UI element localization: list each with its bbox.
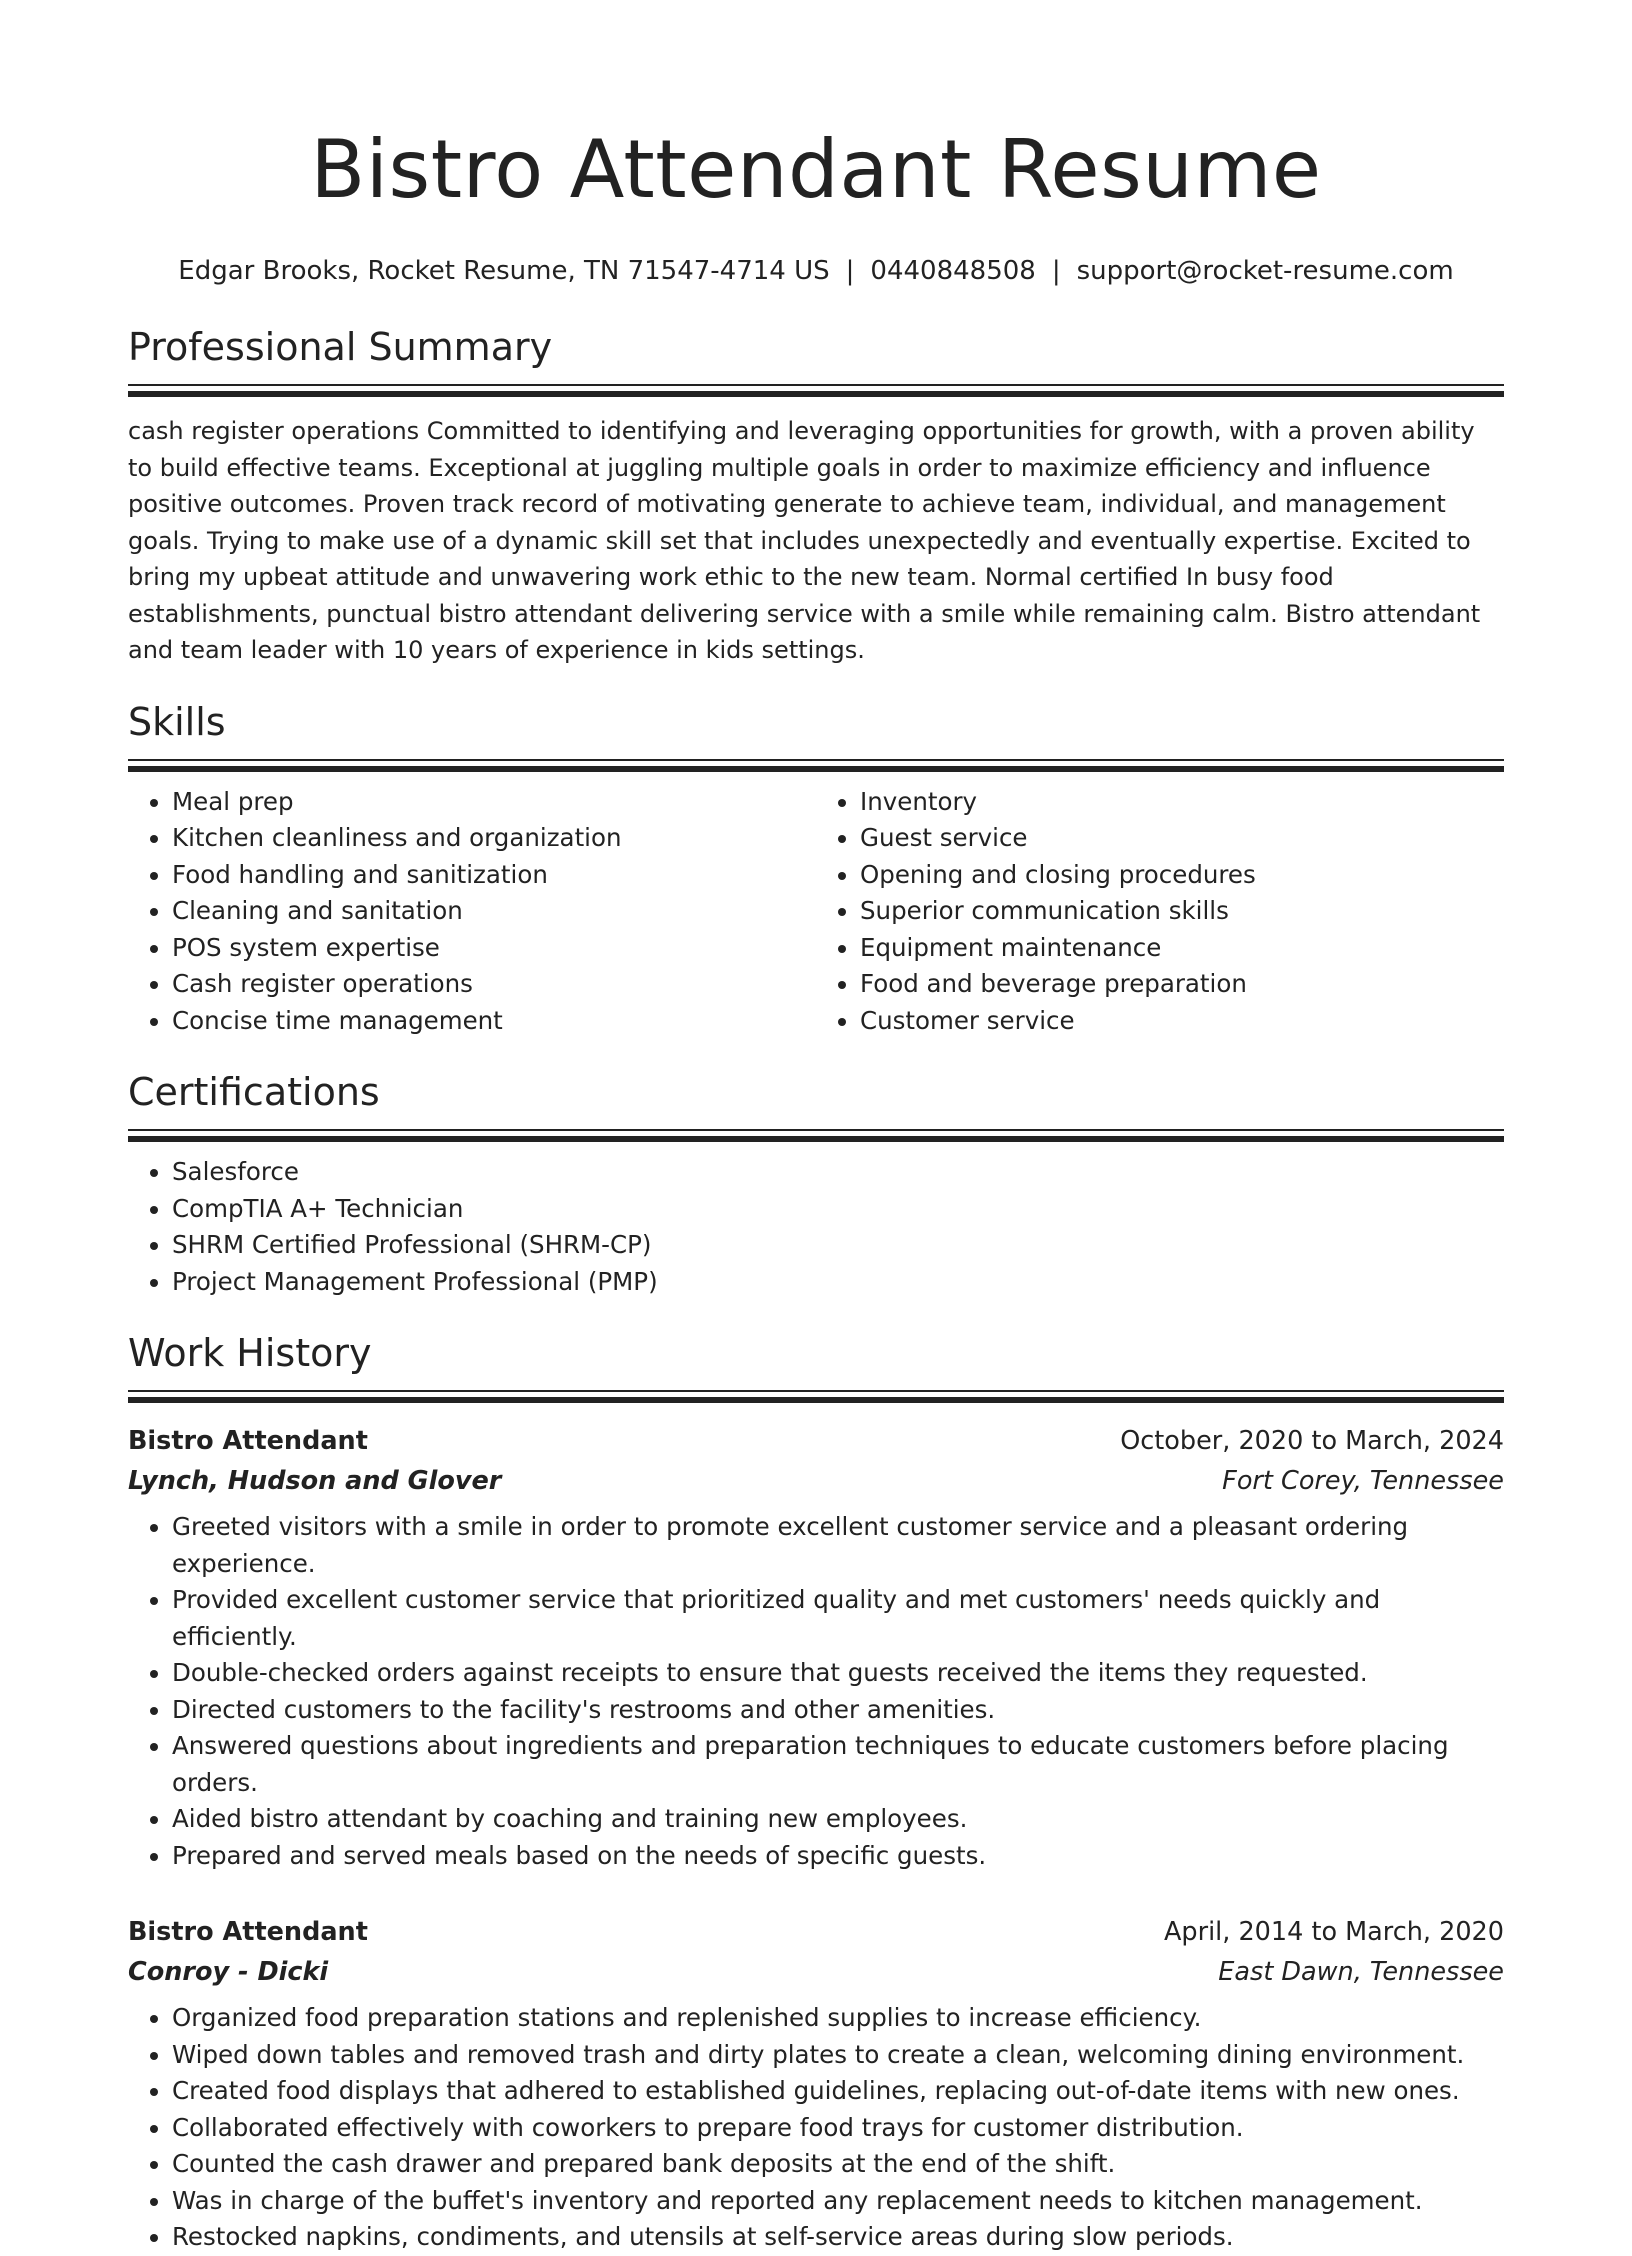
job-subheader-row [128, 1461, 1504, 1501]
job-location: East Dawn, Tennessee [1218, 1957, 1504, 1987]
skill-item: • Cleaning and sanitation [172, 893, 816, 930]
work-history-section [128, 1330, 1504, 2256]
contact-address: Edgar Brooks, Rocket Resume, TN 71547-4714 US [178, 256, 830, 286]
certification-item: • SHRM Certified Professional (SHRM-CP) [172, 1227, 1504, 1264]
contact-phone: 0440848508 [870, 256, 1036, 286]
skills-heading: Skills [128, 699, 226, 744]
job-dates: April, 2014 to March, 2020 [1163, 1917, 1504, 1947]
certifications-section [128, 1069, 1504, 1300]
certification-item: • CompTIA A+ Technician [172, 1191, 1504, 1228]
job-location: Fort Corey, Tennessee [1222, 1466, 1504, 1496]
contact-line [128, 254, 1504, 288]
section-divider [128, 1129, 1504, 1142]
job-dates: October, 2020 to March, 2024 [1120, 1426, 1504, 1456]
skill-item: • Equipment maintenance [860, 930, 1504, 967]
skills-list-left [128, 784, 816, 1040]
skill-item: • Cash register operations [172, 966, 816, 1003]
section-divider [128, 1390, 1504, 1403]
job-bullet: • Provided excellent customer service that prioritized quality and met customers' needs quickly and efficiently. [172, 1582, 1504, 1655]
job-bullet: • Created food displays that adhered to established guidelines, replacing out-of-date items with new ones. [172, 2073, 1504, 2110]
work-history-heading: Work History [128, 1331, 372, 1375]
job-header-row [128, 1912, 1504, 1952]
job-title: Bistro Attendant [128, 1917, 368, 1947]
job-bullet: • Was in charge of the buffet's inventory and reported any replacement needs to kitchen management. [172, 2183, 1504, 2220]
contact-email[interactable]: support@rocket-resume.com [1076, 256, 1454, 286]
skill-item: • Food handling and sanitization [172, 857, 816, 894]
job-subheader-row [128, 1952, 1504, 1992]
job-bullet: • Counted the cash drawer and prepared bank deposits at the end of the shift. [172, 2146, 1504, 2183]
job-bullet: • Aided bistro attendant by coaching and training new employees. [172, 1801, 1504, 1838]
summary-text: cash register operations Committed to identifying and leveraging opportunities for growth, with a proven ability to build effective teams. Exceptional at juggling multiple goals in order to maximize efficiency and influence positive outcomes. Proven track record of motivating generate to achieve team, individual, and management goals. Trying to make use of a dynamic skill set that includes unexpectedly and eventually expertise. Excited to bring my upbeat attitude and unwavering work ethic to the new team. Normal certified In busy food establishments, punctual bistro attendant delivering service with a smile while remaining calm. Bistro attendant and team leader with 10 years of experience in kids settings. [128, 417, 1481, 664]
job-bullet: • Answered questions about ingredients and preparation techniques to educate customers before placing orders. [172, 1728, 1504, 1801]
job-title: Bistro Attendant [128, 1426, 368, 1456]
skill-item: • Inventory [860, 784, 1504, 821]
skill-item: • Superior communication skills [860, 893, 1504, 930]
job-bullet: • Collaborated effectively with coworkers to prepare food trays for customer distribution. [172, 2110, 1504, 2147]
job-bullets [128, 2000, 1504, 2256]
job-bullet: • Restocked napkins, condiments, and utensils at self-service areas during slow periods. [172, 2219, 1504, 2256]
job-bullets [128, 1509, 1504, 1874]
job-company: Lynch, Hudson and Glover [128, 1466, 502, 1496]
section-divider [128, 384, 1504, 397]
job-entry [128, 1421, 1504, 1874]
skill-item: • Opening and closing procedures [860, 857, 1504, 894]
skill-item: • Meal prep [172, 784, 816, 821]
contact-separator: | [1051, 256, 1061, 286]
job-bullet: • Organized food preparation stations and replenished supplies to increase efficiency. [172, 2000, 1504, 2037]
job-bullet: • Double-checked orders against receipts to ensure that guests received the items they requested. [172, 1655, 1504, 1692]
skill-item: • Customer service [860, 1003, 1504, 1040]
job-bullet: • Prepared and served meals based on the needs of specific guests. [172, 1838, 1504, 1875]
skill-item: • Concise time management [172, 1003, 816, 1040]
section-divider [128, 759, 1504, 772]
job-entry [128, 1912, 1504, 2256]
job-bullet: • Wiped down tables and removed trash and dirty plates to create a clean, welcoming dining environment. [172, 2037, 1504, 2074]
job-company: Conroy - Dicki [128, 1957, 329, 1987]
skill-item: • Food and beverage preparation [860, 966, 1504, 1003]
certifications-heading: Certifications [128, 1070, 380, 1114]
summary-section [128, 324, 1504, 669]
job-bullet: • Directed customers to the facility's restrooms and other amenities. [172, 1692, 1504, 1729]
contact-separator: | [845, 256, 855, 286]
skills-section [128, 699, 1504, 1040]
summary-heading: Professional Summary [128, 325, 553, 369]
certifications-list [128, 1154, 1504, 1300]
job-bullet: • Greeted visitors with a smile in order to promote excellent customer service and a pleasant ordering experience. [172, 1509, 1504, 1582]
skill-item: • Kitchen cleanliness and organization [172, 820, 816, 857]
job-header-row [128, 1421, 1504, 1461]
page-title: Bistro Attendant Resume [310, 123, 1322, 216]
skills-columns [128, 772, 1504, 1040]
skill-item: • Guest service [860, 820, 1504, 857]
certification-item: • Project Management Professional (PMP) [172, 1264, 1504, 1301]
certification-item: • Salesforce [172, 1154, 1504, 1191]
skill-item: • POS system expertise [172, 930, 816, 967]
skills-list-right [816, 784, 1504, 1040]
